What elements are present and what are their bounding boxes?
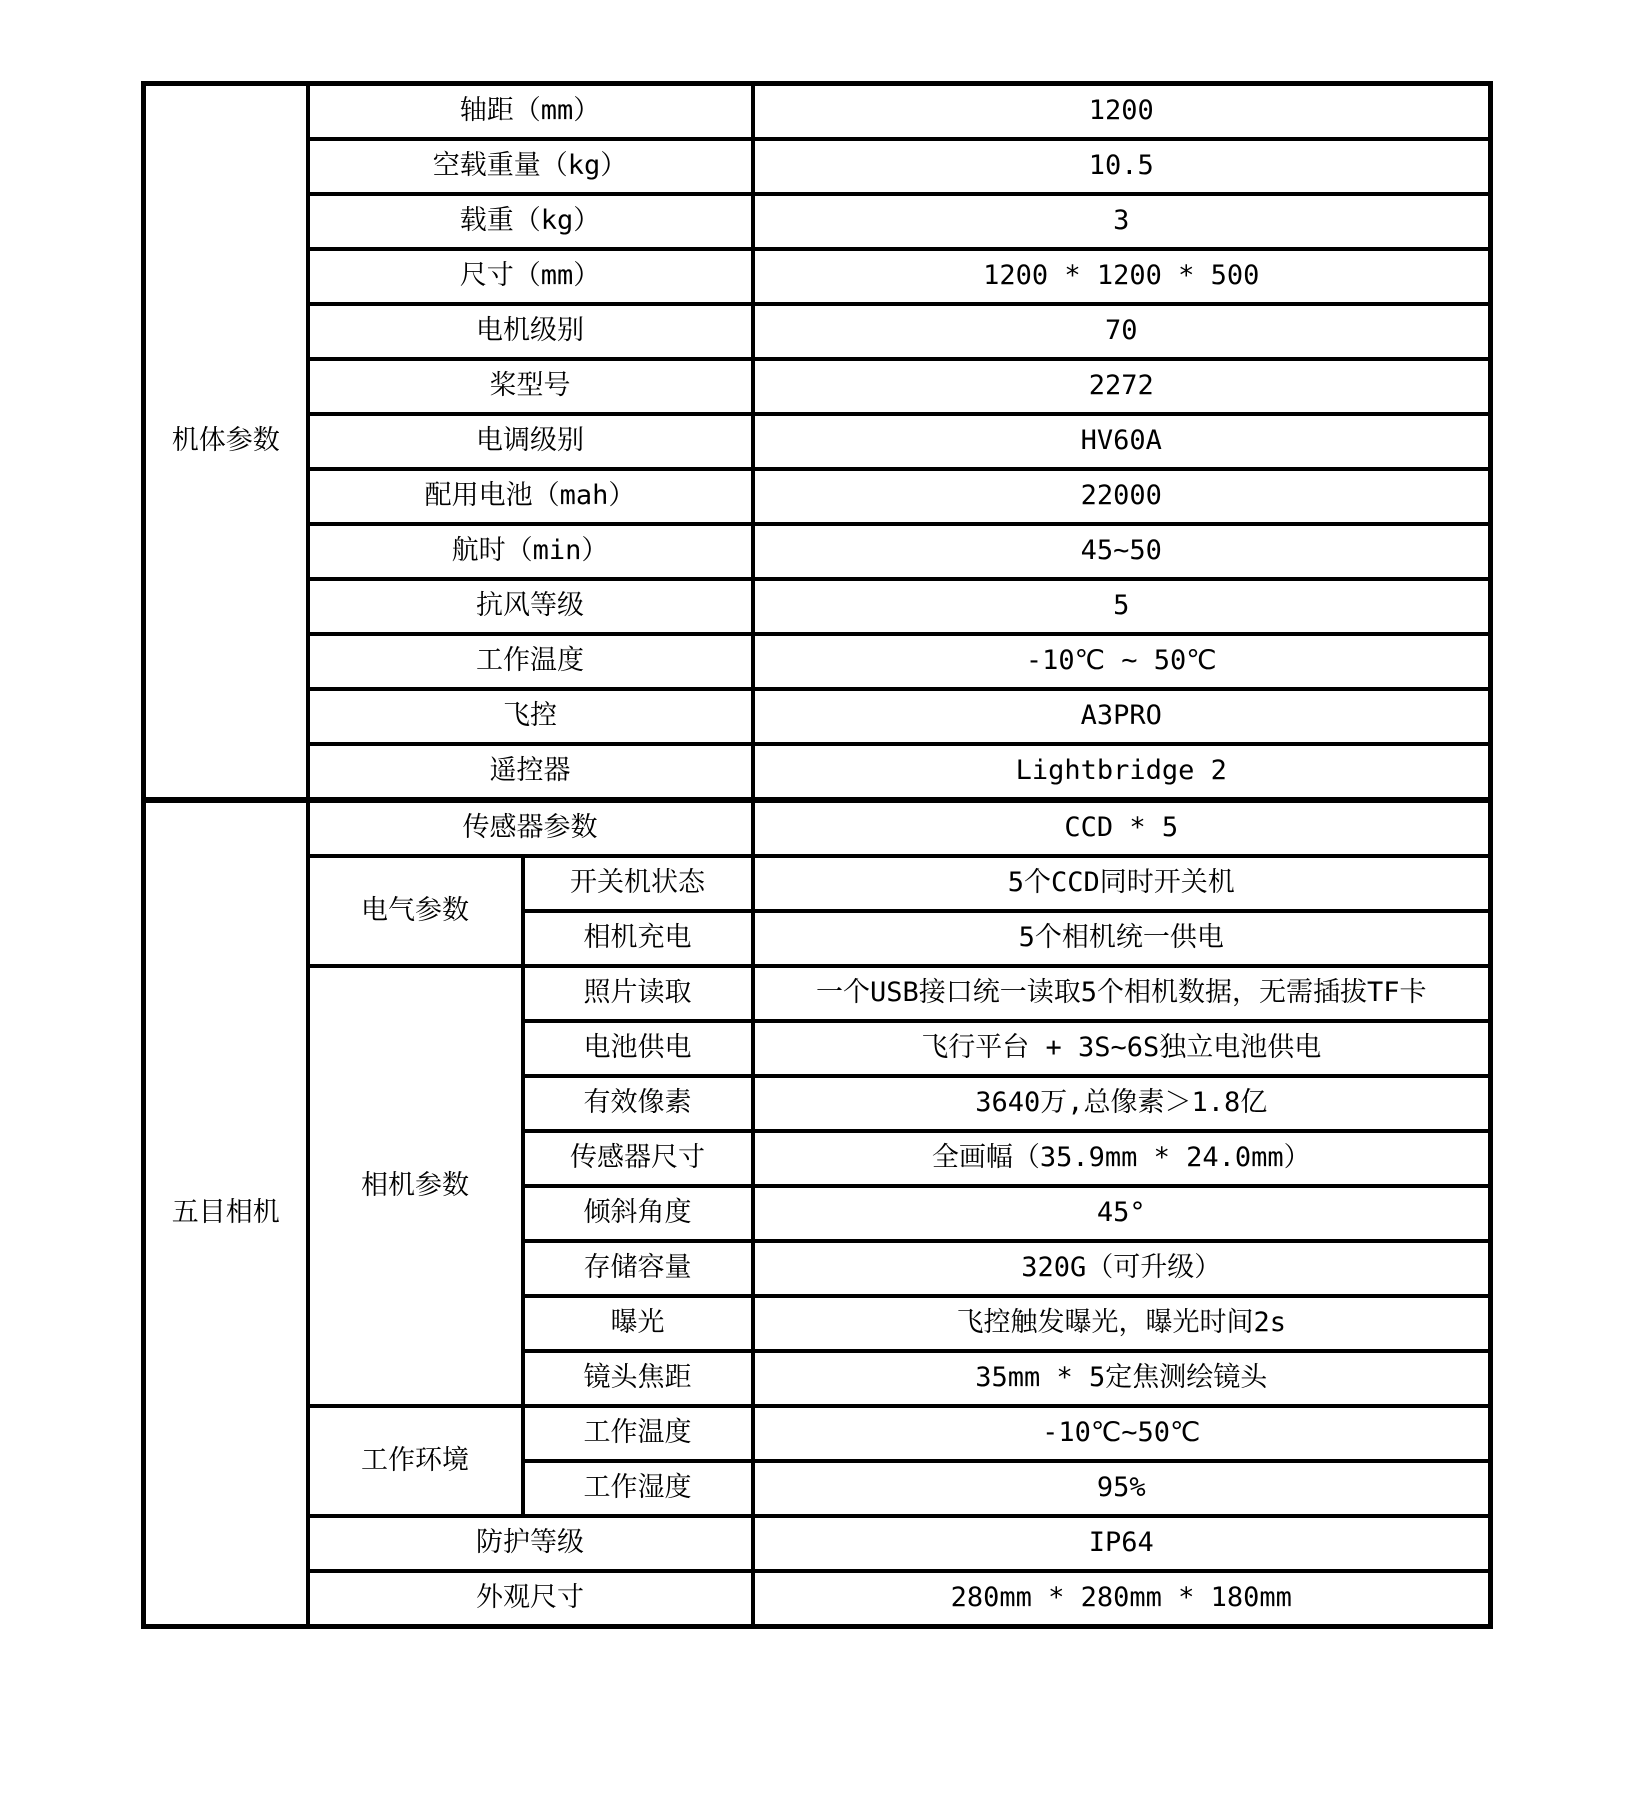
section-header-cell-five-lens-camera: 五目相机 [144,800,308,1627]
param-label-cell: 传感器参数 [308,800,753,856]
table-row [144,84,1491,140]
param-value-cell: 320G（可升级） [753,1241,1491,1296]
param-label-cell: 外观尺寸 [308,1571,753,1627]
param-label-cell: 防护等级 [308,1516,753,1571]
param-label-cell: 开关机状态 [523,856,753,911]
param-label-cell: 桨型号 [308,359,753,414]
param-value-cell: HV60A [753,414,1491,469]
param-value-cell: 1200 * 1200 * 500 [753,249,1491,304]
param-label-cell: 空载重量（kg） [308,139,753,194]
table-row [144,856,1491,911]
param-value-cell: 2272 [753,359,1491,414]
param-value-cell: -10℃ ~ 50℃ [753,634,1491,689]
param-value-cell: 22000 [753,469,1491,524]
section-header-cell-body-params: 机体参数 [144,84,308,801]
param-value-cell: 70 [753,304,1491,359]
param-value-cell: 一个USB接口统一读取5个相机数据，无需插拔TF卡 [753,966,1491,1021]
table-row [144,800,1491,856]
param-label-cell: 轴距（mm） [308,84,753,140]
param-value-cell: 3 [753,194,1491,249]
table-row [144,634,1491,689]
param-label-cell: 曝光 [523,1296,753,1351]
param-value-cell: 飞控触发曝光，曝光时间2s [753,1296,1491,1351]
param-label-cell: 飞控 [308,689,753,744]
table-row [144,966,1491,1021]
param-label-cell: 照片读取 [523,966,753,1021]
param-value-cell: 5个CCD同时开关机 [753,856,1491,911]
param-value-cell: 10.5 [753,139,1491,194]
param-label-cell: 存储容量 [523,1241,753,1296]
table-row [144,524,1491,579]
table-row [144,579,1491,634]
table-row [144,1406,1491,1461]
param-label-cell: 抗风等级 [308,579,753,634]
param-label-cell: 航时（min） [308,524,753,579]
param-value-cell: 1200 [753,84,1491,140]
param-label-cell: 倾斜角度 [523,1186,753,1241]
spec-table [141,81,1493,1629]
param-value-cell: 95% [753,1461,1491,1516]
param-label-cell: 工作温度 [308,634,753,689]
param-label-cell: 配用电池（mah） [308,469,753,524]
param-value-cell: 5 [753,579,1491,634]
table-row [144,1571,1491,1627]
table-row [144,744,1491,800]
param-label-cell: 相机充电 [523,911,753,966]
param-label-cell: 电池供电 [523,1021,753,1076]
param-value-cell: CCD * 5 [753,800,1491,856]
param-value-cell: -10℃~50℃ [753,1406,1491,1461]
param-value-cell: Lightbridge 2 [753,744,1491,800]
param-label-cell: 传感器尺寸 [523,1131,753,1186]
table-row [144,689,1491,744]
table-row [144,414,1491,469]
table-row [144,359,1491,414]
group-label-cell-electrical-params: 电气参数 [308,856,523,966]
param-label-cell: 镜头焦距 [523,1351,753,1406]
table-row [144,249,1491,304]
param-value-cell: A3PRO [753,689,1491,744]
param-value-cell: 全画幅（35.9mm * 24.0mm） [753,1131,1491,1186]
param-value-cell: 45~50 [753,524,1491,579]
param-label-cell: 工作湿度 [523,1461,753,1516]
param-value-cell: IP64 [753,1516,1491,1571]
group-label-cell-camera-params: 相机参数 [308,966,523,1406]
param-label-cell: 电调级别 [308,414,753,469]
param-value-cell: 5个相机统一供电 [753,911,1491,966]
param-value-cell: 280mm * 280mm * 180mm [753,1571,1491,1627]
group-label-cell-work-environment: 工作环境 [308,1406,523,1516]
param-label-cell: 遥控器 [308,744,753,800]
param-label-cell: 载重（kg） [308,194,753,249]
param-label-cell: 尺寸（mm） [308,249,753,304]
param-label-cell: 电机级别 [308,304,753,359]
param-value-cell: 35mm * 5定焦测绘镜头 [753,1351,1491,1406]
param-value-cell: 飞行平台 + 3S~6S独立电池供电 [753,1021,1491,1076]
param-label-cell: 工作温度 [523,1406,753,1461]
table-row [144,194,1491,249]
table-row [144,469,1491,524]
table-row [144,139,1491,194]
param-value-cell: 45° [753,1186,1491,1241]
param-value-cell: 3640万,总像素＞1.8亿 [753,1076,1491,1131]
table-row [144,304,1491,359]
table-row [144,1516,1491,1571]
param-label-cell: 有效像素 [523,1076,753,1131]
